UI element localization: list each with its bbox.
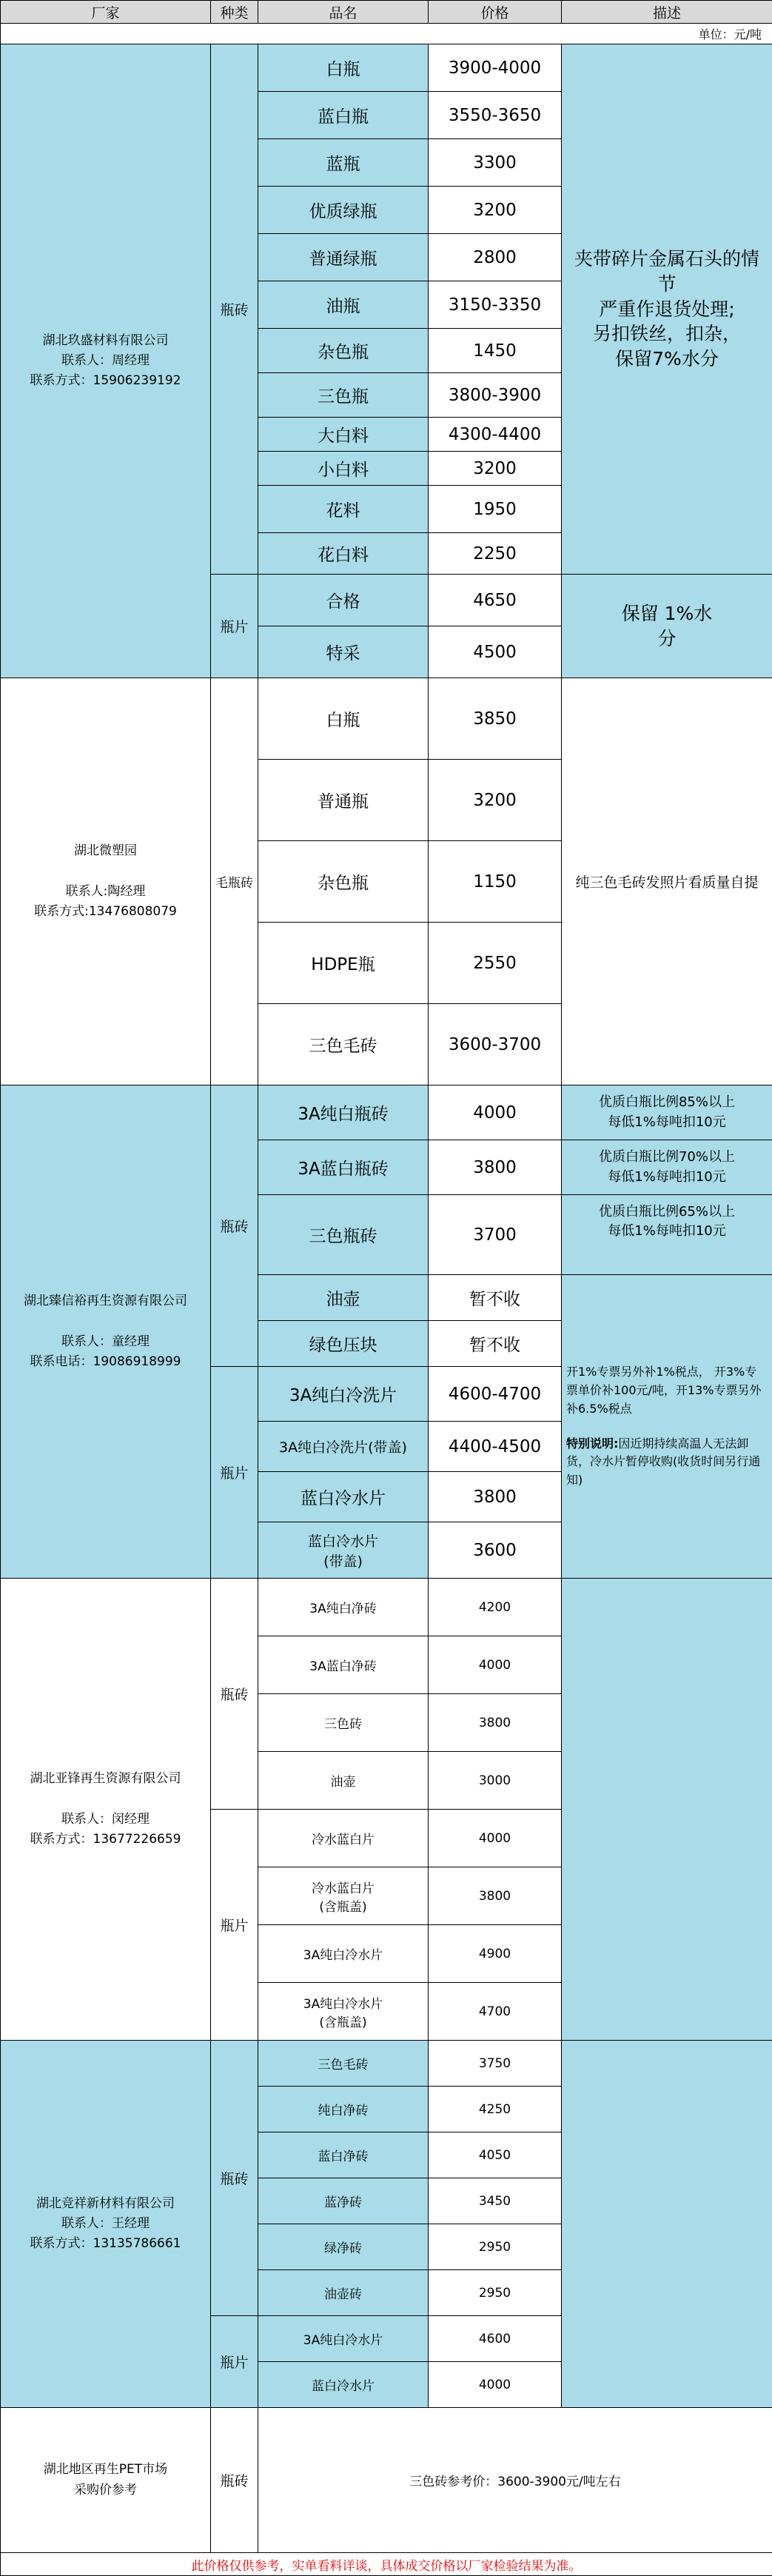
product-name: 3A纯白净砖 xyxy=(258,1579,429,1636)
product-name: 蓝白冷水片 (带盖) xyxy=(258,1522,429,1579)
product-price: 4000 xyxy=(429,1810,562,1867)
category-cell: 瓶砖 xyxy=(211,1085,258,1367)
product-price: 3200 xyxy=(429,187,562,234)
product-name: 蓝白净砖 xyxy=(258,2132,429,2178)
product-price: 4000 xyxy=(429,1085,562,1140)
category-cell: 毛瓶砖 xyxy=(211,678,258,1085)
product-name: 三色瓶 xyxy=(258,373,429,418)
product-name: 冷水蓝白片 xyxy=(258,1810,429,1867)
product-price: 4000 xyxy=(429,2362,562,2408)
header-price: 价格 xyxy=(429,1,562,24)
product-name: 杂色瓶 xyxy=(258,841,429,923)
description-cell: 纯三色毛砖发照片看质量自提 xyxy=(562,678,772,1085)
product-price: 3550-3650 xyxy=(429,92,562,139)
product-name: 三色砖 xyxy=(258,1694,429,1752)
product-name: 3A蓝白瓶砖 xyxy=(258,1140,429,1195)
product-price: 4650 xyxy=(429,575,562,626)
table-row xyxy=(1,1579,772,1636)
product-name: 普通瓶 xyxy=(258,760,429,841)
product-price: 4900 xyxy=(429,1925,562,1983)
product-price: 3200 xyxy=(429,452,562,486)
product-price: 1150 xyxy=(429,841,562,923)
product-price: 4250 xyxy=(429,2087,562,2132)
product-name: 杂色瓶 xyxy=(258,329,429,373)
vendor-contact: 联系人：周经理 xyxy=(4,351,207,371)
product-name: 绿色压块 xyxy=(258,1321,429,1367)
product-price: 3800 xyxy=(429,1867,562,1925)
product-price: 3800 xyxy=(429,1472,562,1522)
vendor-phone: 联系方式：15906239192 xyxy=(4,371,207,391)
product-name: 蓝白瓶 xyxy=(258,92,429,139)
product-name: HDPE瓶 xyxy=(258,923,429,1004)
product-price: 暂不收 xyxy=(429,1275,562,1321)
product-price: 3200 xyxy=(429,760,562,841)
description-cell xyxy=(562,2041,772,2408)
product-name: 纯白净砖 xyxy=(258,2087,429,2132)
product-price: 4300-4400 xyxy=(429,418,562,452)
category-cell: 瓶砖 xyxy=(211,2041,258,2316)
unit-row xyxy=(1,24,772,44)
product-name: 特采 xyxy=(258,626,429,678)
product-name: 蓝白冷水片 xyxy=(258,2362,429,2408)
product-name: 普通绿瓶 xyxy=(258,234,429,281)
vendor-cell xyxy=(1,2408,211,2553)
table-row xyxy=(1,678,772,760)
reference-price-note: 三色砖参考价：3600-3900元/吨左右 xyxy=(258,2408,772,2553)
product-name: 3A纯白瓶砖 xyxy=(258,1085,429,1140)
description-cell: 优质白瓶比例65%以上 每低1%每吨扣10元 xyxy=(562,1195,772,1275)
vendor-name: 湖北臻信裕再生资源有限公司 xyxy=(4,1291,207,1311)
product-name: 三色毛砖 xyxy=(258,1004,429,1085)
description-cell: 保留 1%水 分 xyxy=(562,575,772,678)
table-row xyxy=(1,2041,772,2087)
product-price: 4500 xyxy=(429,626,562,678)
vendor-cell xyxy=(1,1085,211,1579)
product-price: 3750 xyxy=(429,2041,562,2087)
product-price: 2550 xyxy=(429,923,562,1004)
product-price: 4700 xyxy=(429,1983,562,2041)
category-cell: 瓶片 xyxy=(211,1367,258,1579)
product-name: 绿净砖 xyxy=(258,2224,429,2270)
product-name: 合格 xyxy=(258,575,429,626)
header-type: 种类 xyxy=(211,1,258,24)
vendor-name: 湖北微塑园 xyxy=(4,841,207,861)
vendor-phone: 联系方式:13476808079 xyxy=(4,902,207,922)
category-cell: 瓶片 xyxy=(211,1810,258,2041)
product-price: 3300 xyxy=(429,139,562,187)
table-row xyxy=(1,1085,772,1140)
product-price: 4600 xyxy=(429,2316,562,2362)
vendor-contact: 联系人：童经理 xyxy=(4,1332,207,1352)
footer-disclaimer: 此价格仅供参考，实单看料详谈，具体成交价格以厂家检验结果为准。 xyxy=(1,2553,772,2576)
product-price: 2250 xyxy=(429,533,562,575)
product-name: 3A纯白冷水片 xyxy=(258,1925,429,1983)
table-header-row xyxy=(1,1,772,24)
product-price: 3800-3900 xyxy=(429,373,562,418)
vendor-phone: 联系方式：13135786661 xyxy=(4,2234,207,2254)
category-cell: 瓶砖 xyxy=(211,44,258,575)
description-cell: 优质白瓶比例70%以上 每低1%每吨扣10元 xyxy=(562,1140,772,1195)
product-price: 3600-3700 xyxy=(429,1004,562,1085)
description-cell: 夹带碎片金属石头的情 节 严重作退货处理; 另扣铁丝，扣杂， 保留7%水分 xyxy=(562,44,772,575)
product-name: 3A纯白冷洗片 xyxy=(258,1367,429,1422)
product-name: 大白料 xyxy=(258,418,429,452)
product-price: 暂不收 xyxy=(429,1321,562,1367)
product-name: 花白料 xyxy=(258,533,429,575)
vendor-name-sub: 采购价参考 xyxy=(4,2480,207,2500)
product-price: 4600-4700 xyxy=(429,1367,562,1422)
product-price: 3450 xyxy=(429,2178,562,2224)
product-price: 2800 xyxy=(429,234,562,281)
product-price: 3900-4000 xyxy=(429,44,562,92)
product-price: 1950 xyxy=(429,486,562,533)
description-cell xyxy=(562,1579,772,2041)
category-cell: 瓶砖 xyxy=(211,2408,258,2553)
product-price: 3600 xyxy=(429,1522,562,1579)
vendor-name: 湖北地区再生PET市场 xyxy=(4,2460,207,2480)
product-price: 4000 xyxy=(429,1636,562,1694)
header-vendor: 厂家 xyxy=(1,1,211,24)
product-price: 3850 xyxy=(429,678,562,760)
vendor-cell xyxy=(1,678,211,1085)
vendor-cell xyxy=(1,1579,211,2041)
product-name: 蓝瓶 xyxy=(258,139,429,187)
description-cell: 优质白瓶比例85%以上 每低1%每吨扣10元 xyxy=(562,1085,772,1140)
product-name: 3A纯白冷水片 xyxy=(258,2316,429,2362)
product-price: 3000 xyxy=(429,1752,562,1810)
unit-label: 单位：元/吨 xyxy=(1,24,772,44)
vendor-contact: 联系人：闵经理 xyxy=(4,1810,207,1830)
product-name: 冷水蓝白片 (含瓶盖) xyxy=(258,1867,429,1925)
category-cell: 瓶砖 xyxy=(211,1579,258,1810)
product-name: 三色瓶砖 xyxy=(258,1195,429,1275)
vendor-contact: 联系人:陶经理 xyxy=(4,882,207,902)
product-price: 4050 xyxy=(429,2132,562,2178)
header-name: 品名 xyxy=(258,1,429,24)
description-cell: 开1%专票另外补1%税点， 开3%专票单价补100元/吨，开13%专票另外补6.5%税点 特别说明:因近期持续高温人无法卸货，冷水片暂停收购(收货时间另行通知) xyxy=(562,1275,772,1579)
product-price: 2950 xyxy=(429,2224,562,2270)
product-price: 1450 xyxy=(429,329,562,373)
product-price: 2950 xyxy=(429,2270,562,2316)
product-name: 油壶砖 xyxy=(258,2270,429,2316)
vendor-name: 湖北竞祥新材料有限公司 xyxy=(4,2194,207,2214)
table-row xyxy=(1,44,772,92)
product-name: 白瓶 xyxy=(258,678,429,760)
vendor-phone: 联系方式：13677226659 xyxy=(4,1830,207,1850)
category-cell: 瓶片 xyxy=(211,575,258,678)
product-name: 白瓶 xyxy=(258,44,429,92)
product-name: 三色毛砖 xyxy=(258,2041,429,2087)
product-name: 3A蓝白净砖 xyxy=(258,1636,429,1694)
vendor-name: 湖北玖盛材料有限公司 xyxy=(4,331,207,351)
product-price: 3800 xyxy=(429,1140,562,1195)
product-name: 油壶 xyxy=(258,1752,429,1810)
product-name: 蓝净砖 xyxy=(258,2178,429,2224)
vendor-contact: 联系人：王经理 xyxy=(4,2214,207,2234)
product-price: 4200 xyxy=(429,1579,562,1636)
product-name: 优质绿瓶 xyxy=(258,187,429,234)
product-name: 油壶 xyxy=(258,1275,429,1321)
product-price: 3800 xyxy=(429,1694,562,1752)
product-name: 油瓶 xyxy=(258,281,429,329)
category-cell: 瓶片 xyxy=(211,2316,258,2408)
product-name: 花料 xyxy=(258,486,429,533)
product-price: 4400-4500 xyxy=(429,1422,562,1472)
product-name: 3A纯白冷水片 (含瓶盖) xyxy=(258,1983,429,2041)
vendor-phone: 联系电话：19086918999 xyxy=(4,1352,207,1372)
vendor-name: 湖北亚锋再生资源有限公司 xyxy=(4,1769,207,1789)
product-name: 蓝白冷水片 xyxy=(258,1472,429,1522)
footer-row xyxy=(1,2553,772,2576)
vendor-cell xyxy=(1,2041,211,2408)
product-name: 3A纯白冷洗片(带盖) xyxy=(258,1422,429,1472)
product-price: 3150-3350 xyxy=(429,281,562,329)
vendor-cell xyxy=(1,44,211,678)
product-price: 3700 xyxy=(429,1195,562,1275)
table-row xyxy=(1,2408,772,2553)
product-name: 小白料 xyxy=(258,452,429,486)
header-desc: 描述 xyxy=(562,1,772,24)
